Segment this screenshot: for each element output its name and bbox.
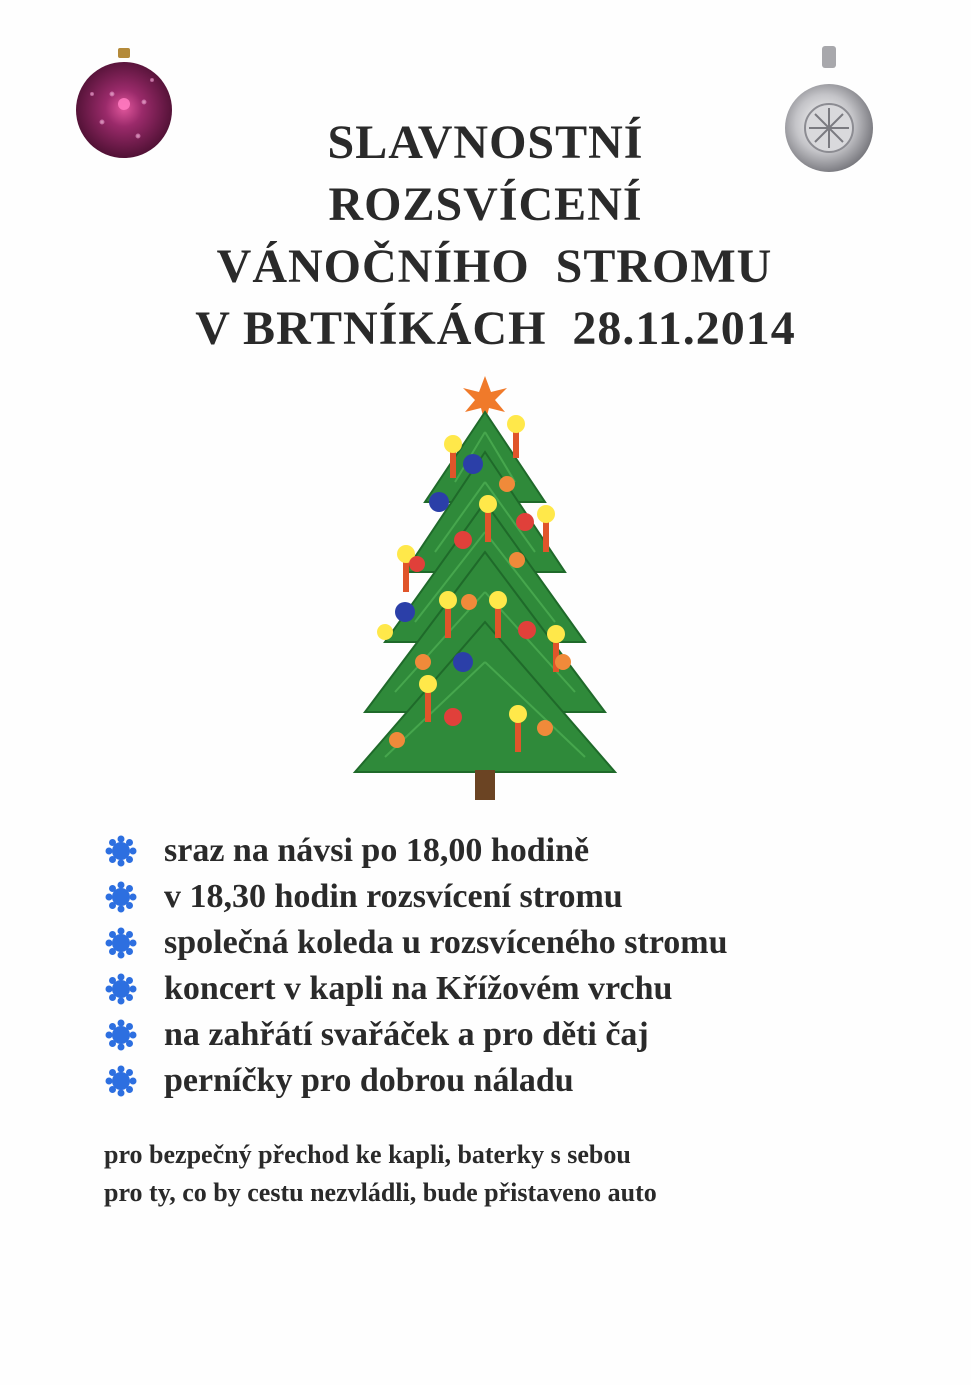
list-item xyxy=(100,920,900,966)
snowflake-bullet-icon xyxy=(104,880,138,914)
event-title xyxy=(0,112,971,360)
list-item xyxy=(100,966,900,1012)
list-item xyxy=(100,874,900,920)
snowflake-bullet-icon xyxy=(104,834,138,868)
note-line-1: pro bezpečný přechod ke kapli, baterky s sebou xyxy=(104,1140,631,1169)
program-item-text: na zahřátí svařáček a pro děti čaj xyxy=(164,1016,649,1053)
snowflake-bullet-icon xyxy=(104,926,138,960)
snowflake-bullet-icon xyxy=(104,1064,138,1098)
snowflake-bullet-icon xyxy=(104,1018,138,1052)
program-item-text: v 18,30 hodin rozsvícení stromu xyxy=(164,878,623,915)
title-line-2: ROZSVÍCENÍ xyxy=(328,178,643,231)
note-line-2: pro ty, co by cestu nezvládli, bude přistaveno auto xyxy=(104,1178,657,1207)
program-item-text: koncert v kapli na Křížovém vrchu xyxy=(164,970,673,1007)
program-item-text: sraz na návsi po 18,00 hodině xyxy=(164,832,590,869)
list-item xyxy=(100,1058,900,1104)
program-item-text: perníčky pro dobrou náladu xyxy=(164,1062,574,1099)
title-line-1: SLAVNOSTNÍ xyxy=(327,116,644,169)
snowflake-bullet-icon xyxy=(104,972,138,1006)
notes-block xyxy=(104,1136,924,1212)
title-line-3: VÁNOČNÍHO STROMU xyxy=(216,240,773,293)
program-list xyxy=(100,828,900,1104)
title-line-4: V BRTNÍKÁCH 28.11.2014 xyxy=(195,302,796,355)
program-item-text: společná koleda u rozsvíceného stromu xyxy=(164,924,728,961)
christmas-tree-icon xyxy=(335,372,635,812)
list-item xyxy=(100,1012,900,1058)
list-item xyxy=(100,828,900,874)
